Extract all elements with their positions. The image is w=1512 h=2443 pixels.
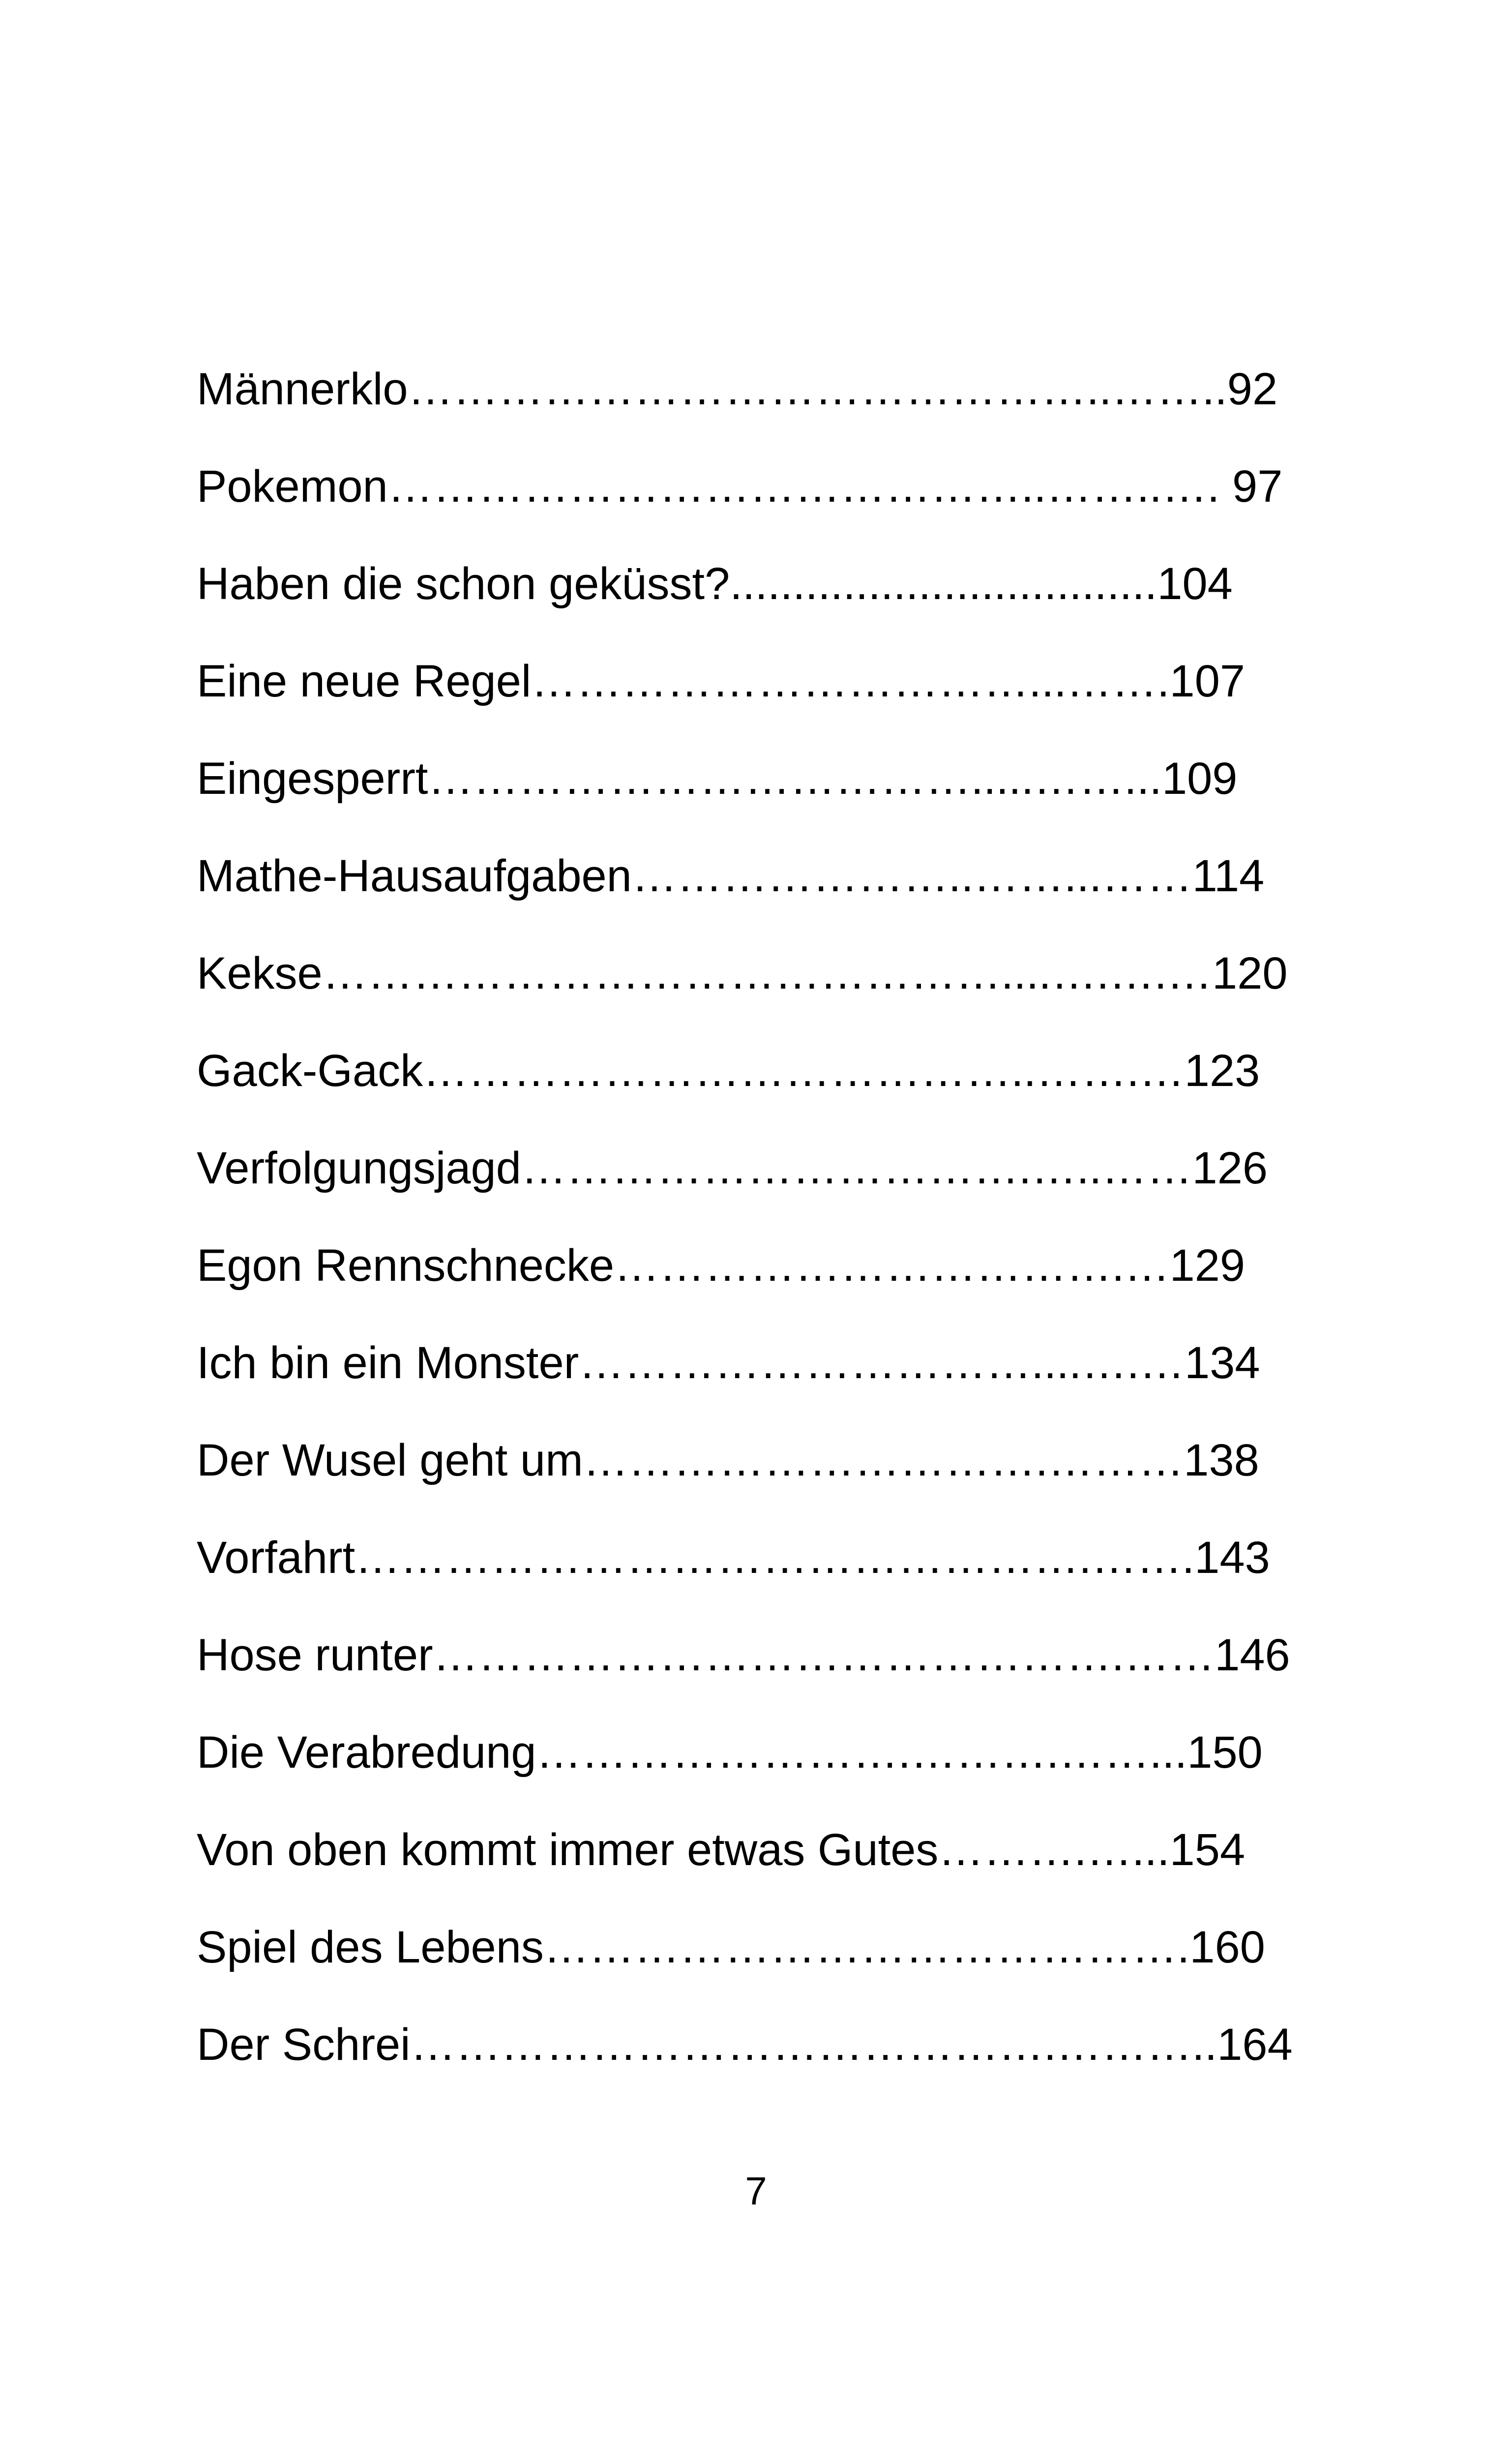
toc-entry-von-oben-kommt-immer-etwas-gutes: Von oben kommt immer etwas Gutes……….…...154 (197, 1825, 1245, 1875)
toc-entry-eine-neue-regel: Eine neue Regel……………………………...…….107 (197, 656, 1245, 706)
toc-entry-pokemon: Pokemon……………………………………..……..…. 97 (197, 461, 1283, 512)
toc-entry-verfolgungsjagd: Verfolgungsjagd…………………………….…..……126 (197, 1143, 1268, 1193)
toc-entry-vorfahrt: Vorfahrt………………………………………….…….143 (197, 1533, 1270, 1583)
toc-entry-hose-runter: Hose runter……………………………………….……146 (197, 1630, 1290, 1680)
toc-entry-gack-gack: Gack-Gack…………………………………..…….…123 (197, 1046, 1260, 1096)
table-of-contents (197, 357, 1377, 2110)
page-number: 7 (745, 2169, 767, 2213)
toc-entry-maennerklo: Männerklo………………………………………..……..92 (197, 364, 1278, 414)
toc-entry-haben-die-schon-gekuesst: Haben die schon geküsst?..................................104 (197, 559, 1233, 609)
toc-entry-egon-rennschnecke: Egon Rennschnecke…………………………….…129 (197, 1240, 1245, 1291)
toc-entry-die-verabredung: Die Verabredung…………………….……….……...150 (197, 1727, 1263, 1778)
toc-entry-mathe-hausaufgaben: Mathe-Hausaufgaben…………………..……...……114 (197, 851, 1265, 901)
toc-entry-der-schrei: Der Schrei…………………………………….………..164 (197, 2020, 1293, 2070)
toc-entry-kekse: Kekse………………………………………....….….…120 (197, 948, 1288, 998)
toc-entry-ich-bin-ein-monster: Ich bin ein Monster…………………………....….…134 (197, 1338, 1260, 1388)
toc-entry-der-wusel-geht-um: Der Wusel geht um………………………….………138 (197, 1435, 1259, 1485)
toc-entry-eingesperrt: Eingesperrt……………………………….....……...109 (197, 754, 1238, 804)
toc-entry-spiel-des-lebens: Spiel des Lebens…………………………………….160 (197, 1922, 1265, 1972)
